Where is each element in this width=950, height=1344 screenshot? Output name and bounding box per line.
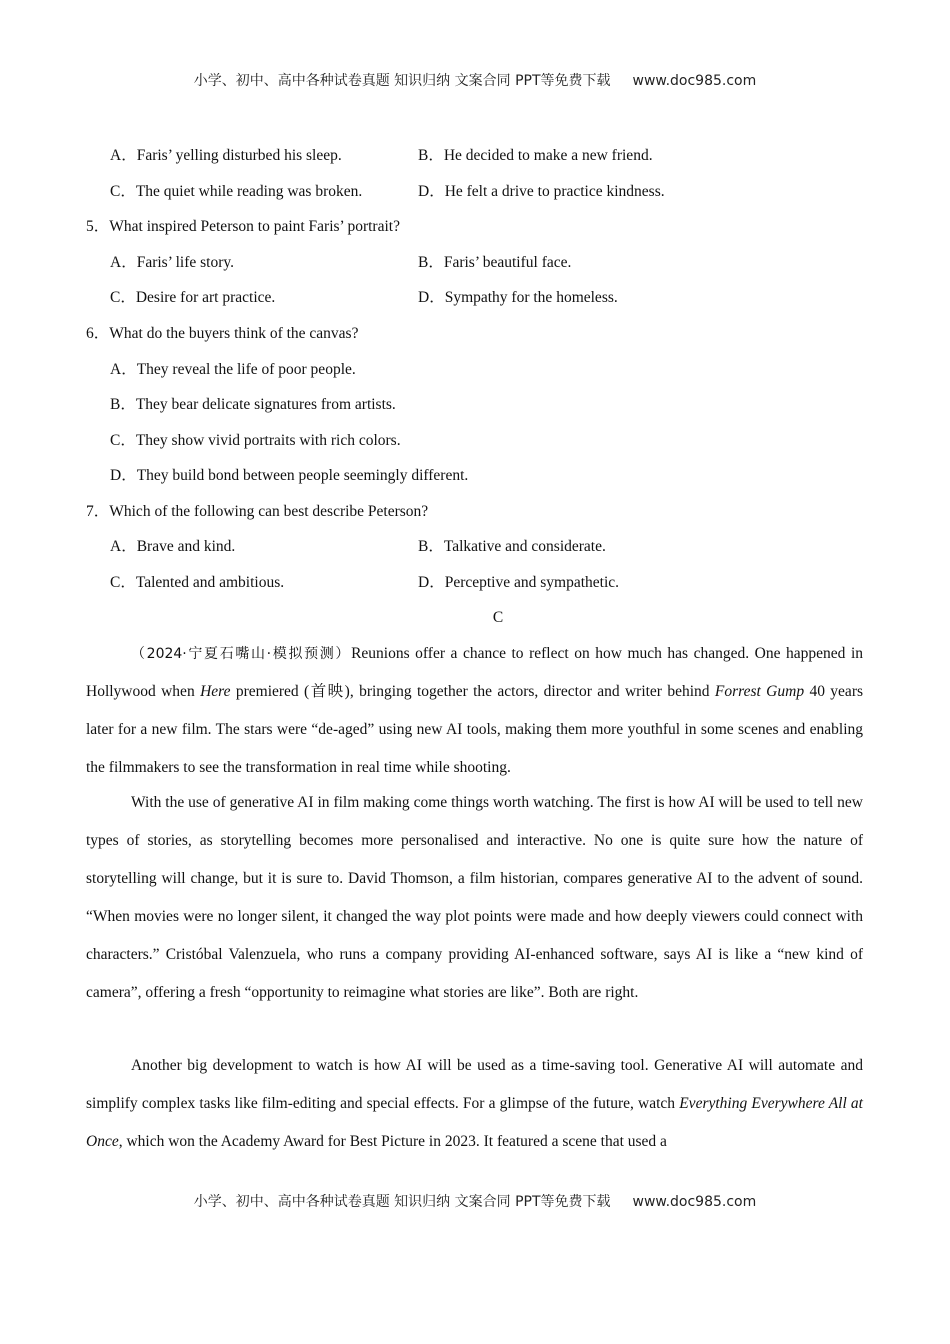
- q7-option-d: D．Perceptive and sympathetic.: [418, 574, 620, 591]
- p1-text-3: 40 years later for a new film. The stars were “de-aged” using new AI tools, making them more youthful in some scenes and enabling the filmmakers to see the transformation in real time while shooting.: [86, 683, 864, 776]
- passage-paragraph-1: [86, 635, 863, 787]
- q4-option-a: A．Faris’ yelling disturbed his sleep.: [110, 147, 342, 164]
- q6-stem: 6．What do the buyers think of the canvas?: [86, 325, 359, 342]
- q7-option-b: B．Talkative and considerate.: [418, 538, 606, 555]
- film-title-forrest-gump: Forrest Gump: [714, 683, 805, 700]
- page-header: [0, 70, 950, 90]
- q5-option-b: B．Faris’ beautiful face.: [418, 254, 572, 271]
- q7-stem: 7．Which of the following can best describe Peterson?: [86, 503, 429, 520]
- header-text: 小学、初中、高中各种试卷真题 知识归纳 文案合同 PPT等免费下载: [193, 73, 611, 89]
- page-footer: [0, 1191, 950, 1211]
- p1-text-1: Reunions offer a chance to reflect on how much has changed. One happened in Hollywood when: [86, 645, 863, 700]
- q7-option-c: C．Talented and ambitious.: [110, 574, 285, 591]
- film-title-everything-everywhere: Everything Everywhere All at Once: [86, 1095, 863, 1150]
- p3-text-1: Another big development to watch is how AI will be used as a time-saving tool. Generative AI will automate and simplify complex tasks like film-editing and special effects. For a glimpse of the future, watch: [86, 1057, 863, 1112]
- q4-option-d: D．He felt a drive to practice kindness.: [418, 183, 665, 200]
- q5-option-c: C．Desire for art practice.: [110, 289, 276, 306]
- q6-option-b: B．They bear delicate signatures from artists.: [110, 396, 396, 413]
- q5-stem: 5．What inspired Peterson to paint Faris’ portrait?: [86, 218, 400, 235]
- passage-paragraph-2: With the use of generative AI in film making come things worth watching. The first is how AI will be used to tell new types of stories, as storytelling becomes more personalised and interactive. No one is quite sure how the nature of storytelling will change, but it is sure to. David Thomson, a film historian, compares generative AI to the advent of sound. “When movies were no longer silent, it changed the way plot points were made and how deeply viewers could connect with characters.” Cristóbal Valenzuela, who runs a company providing AI-enhanced software, says AI is like a “new kind of camera”, offering a fresh “opportunity to reimagine what stories are like”. Both are right.: [86, 794, 863, 1001]
- footer-site-link[interactable]: www.doc985.com: [632, 1194, 757, 1210]
- p1-text-2: premiered (首映), bringing together the actors, director and writer behind: [230, 683, 715, 700]
- q5-option-a: A．Faris’ life story.: [110, 254, 234, 271]
- passage-paragraph-3: [86, 1047, 863, 1161]
- p3-text-2: , which won the Academy Award for Best Picture in 2023. It featured a scene that used a: [118, 1133, 667, 1150]
- q4-option-b: B．He decided to make a new friend.: [418, 147, 653, 164]
- q4-option-c: C．The quiet while reading was broken.: [110, 183, 363, 200]
- q5-option-d: D．Sympathy for the homeless.: [418, 289, 618, 306]
- q7-option-a: A．Brave and kind.: [110, 538, 236, 555]
- q6-option-d: D．They build bond between people seemingly different.: [110, 467, 469, 484]
- q6-option-a: A．They reveal the life of poor people.: [110, 361, 356, 378]
- section-letter: C: [492, 609, 504, 626]
- footer-text: 小学、初中、高中各种试卷真题 知识归纳 文案合同 PPT等免费下载: [193, 1194, 611, 1210]
- passage-source: （2024·宁夏石嘴山·模拟预测）: [131, 646, 352, 662]
- q6-option-c: C．They show vivid portraits with rich colors.: [110, 432, 401, 449]
- film-title-here: Here: [200, 683, 231, 700]
- header-site-link[interactable]: www.doc985.com: [632, 73, 757, 89]
